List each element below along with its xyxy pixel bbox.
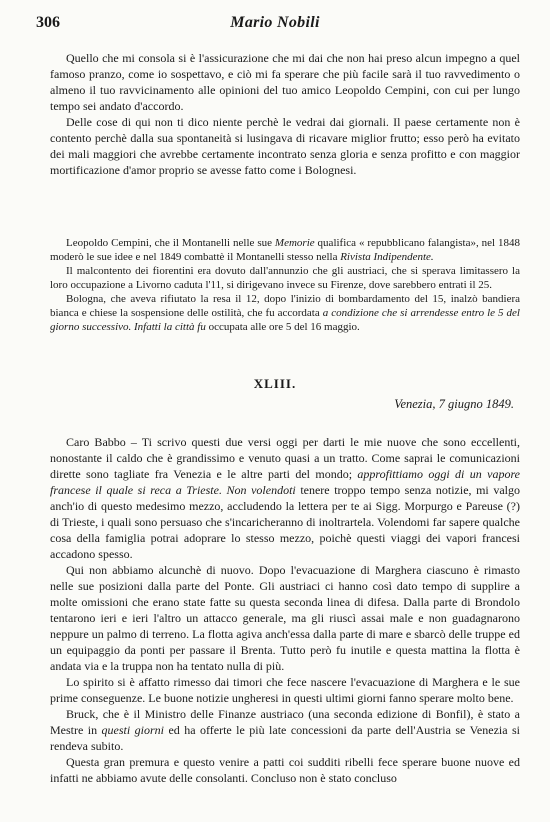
page-number: 306 <box>36 14 60 31</box>
paragraph: Delle cose di qui non ti dico niente perchè le vedrai dai giornali. Il paese certamente non è contento perchè dalla sua spontaneità si lusingava di ricavare miglior frutto; esso però ha evitato dei mali maggiori che avrebbe certamente incontrato senza gloria e senza profitto e con maggior mortificazione d'amor proprio se avesse fatto come i Bolognesi. <box>50 115 520 177</box>
body-text <box>50 50 520 178</box>
footnote: Il malcontento dei fiorentini era dovuto dall'annunzio che gli austriaci, che si sperava limitassero la loro occupazione a Livorno caduta l'11, si dirigevano invece su Firenze, dove sarebbero entrati il 25. <box>50 265 520 291</box>
letter-dateline: Venezia, 7 giugno 1849. <box>394 397 514 411</box>
paragraph: Caro Babbo – Ti scrivo questi due versi oggi per darti le mie nuove che sono eccellenti, nonostante il caldo che è grandissimo e venuto quasi a un tratto. Come saprai le comunicazioni dirette sono tagliate fra Venezia e le altre parti del mondo; approfittiamo oggi di un vapore francese il quale si reca a Trieste. Non volendoti tenere troppo tempo senza notizie, mi valgo anch'io di questo medesimo mezzo, accludendo la lettera per te ai Sigg. Morpurgo e Pareuse (?) di Trieste, i quali sono persuaso che s'incaricheranno di inoltrartela. Volendomi far sapere qualche cosa della famiglia potrai adoprare lo stesso mezzo, poichè questi viaggi dei vapori francesi accadono spesso. <box>50 435 520 561</box>
paragraph: Bruck, che è il Ministro delle Finanze austriaco (una seconda edizione di Bonfil), è stato a Mestre in questi giorni ed ha offerte le più late concessioni da parte dell'Austria se Venezia si rendeva subito. <box>50 707 520 753</box>
page-header <box>36 14 514 34</box>
paragraph: Lo spirito si è affatto rimesso dai timori che fece nascere l'evacuazione di Marghera e le sue prime conseguenze. Le buone notizie ungheresi in questi ultimi giorni fanno sperare molto bene. <box>50 675 520 705</box>
footnote: Leopoldo Cempini, che il Montanelli nelle sue Memorie qualifica « repubblicano falangista», nel 1848 moderò le sue idee e nel 1849 combattè il Montanelli stesso nella Rivista Indipendente. <box>50 237 520 263</box>
letter-text <box>50 434 520 786</box>
paragraph: Qui non abbiamo alcunchè di nuovo. Dopo l'evacuazione di Marghera ciascuno è rimasto nelle sue posizioni dalla parte del Ponte. Gli austriaci ci hanno così dato tempo di supplire a molte omissioni che erano state fatte su questa seconda linea di difesa. Dalla parte di Brondolo tentarono ieri e ieri l'altro un attacco generale, ma gli riuscì assai male e non guadagnarono neppure un palmo di terreno. La flotta agiva anch'essa dalla parte di mare e sbarcò delle truppe ed un equipaggio da ponti per passare il Brenta. Tutto però fu inutile e questa mattina la flotta è andata via e la truppa non ha tentato nulla di più. <box>50 563 520 673</box>
footnote: Bologna, che aveva rifiutato la resa il 12, dopo l'inizio di bombardamento del 15, inalzò bandiera bianca e chiese la sospensione delle ostilità, che fu accordata a condizione che si arrendesse entro le 5 del giorno successivo. Infatti la città fu occupata alle ore 5 del 16 maggio. <box>50 293 520 333</box>
footnotes <box>50 236 520 334</box>
paragraph: Quello che mi consola si è l'assicurazione che mi dai che non hai preso alcun impegno a quel famoso pranzo, come io sospettavo, e ciò mi fa sperare che più facile sarà il tuo ravvedimento o almeno il tuo ravvicinamento alle opinioni del tuo amico Leopoldo Cempini, con cui per lungo tempo sei andato d'accordo. <box>50 51 520 113</box>
paragraph: Questa gran premura e questo venire a patti coi sudditi ribelli fece sperare buone nuove ed infatti ne abbiamo avute delle consolanti. Concluso non è stato concluso <box>50 755 520 785</box>
running-head: Mario Nobili <box>230 14 320 31</box>
letter-number: XLIII. <box>253 376 297 391</box>
